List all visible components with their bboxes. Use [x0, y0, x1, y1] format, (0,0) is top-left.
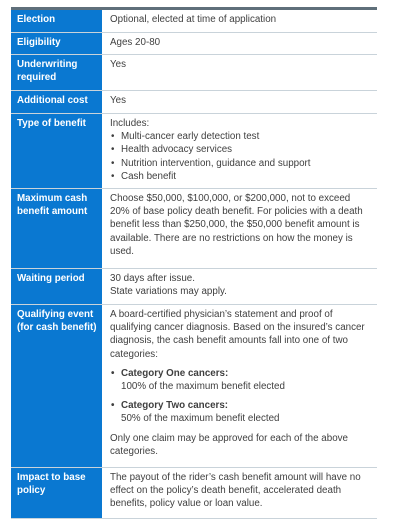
category-one-title: • Category One cancers:	[110, 367, 372, 380]
row-value: The payout of the rider’s cash benefit amount will have no effect on the policy’s death benefit, accelerated death benefits, policy value or loan value.	[110, 472, 361, 510]
row-label: Underwriting required	[11, 55, 103, 90]
table-row-election	[11, 10, 377, 33]
benefit-details-table	[11, 10, 377, 519]
row-value	[103, 305, 377, 467]
table-row-underwriting	[11, 55, 377, 91]
row-value: Optional, elected at time of application	[110, 14, 277, 25]
list-item: • Health advocacy services	[110, 143, 372, 156]
table-row-maximum-cash-benefit	[11, 189, 377, 269]
category-two-detail: 50% of the maximum benefit elected	[121, 413, 280, 425]
benefit-intro: Includes:	[110, 118, 150, 129]
row-value: Yes	[110, 59, 126, 70]
row-label: Additional cost	[11, 91, 103, 113]
table-row-waiting-period	[11, 269, 377, 305]
row-label: Eligibility	[11, 33, 103, 54]
row-label: Type of benefit	[11, 114, 103, 188]
benefit-list	[110, 130, 372, 183]
table-row-qualifying-event	[11, 305, 377, 468]
row-value: Yes	[110, 95, 126, 106]
qualifying-intro: A board-certified physician’s statement and proof of qualifying cancer diagnosis. Based on the insured’s cancer diagnosis, the cash benefit amounts fall into one of two categories:	[110, 309, 365, 360]
row-value: Ages 20-80	[110, 37, 161, 48]
row-value: Choose $50,000, $100,000, or $200,000, not to exceed 20% of base policy death benefit. For policies with a death benefit less than $250,000, the $50,000 benefit amount is available. There are no restrictions on how the money is used.	[110, 193, 363, 257]
state-variation-note: State variations may apply.	[110, 286, 227, 298]
row-label: Waiting period	[11, 269, 103, 304]
row-label: Election	[11, 10, 103, 32]
row-label: Qualifying event (for cash benefit)	[11, 305, 103, 467]
category-list-two	[110, 399, 372, 412]
category-list-one	[110, 367, 372, 380]
row-value	[103, 269, 377, 304]
table-row-eligibility	[11, 33, 377, 55]
category-two-title: • Category Two cancers:	[110, 399, 372, 412]
table-row-impact-to-base-policy	[11, 468, 377, 519]
list-item: • Cash benefit	[110, 170, 372, 183]
waiting-period-line: 30 days after issue.	[110, 273, 195, 284]
row-label: Impact to base policy	[11, 468, 103, 518]
list-item: • Multi-cancer early detection test	[110, 130, 372, 143]
row-value	[103, 114, 377, 188]
row-label: Maximum cash benefit amount	[11, 189, 103, 268]
category-one-detail: 100% of the maximum benefit elected	[121, 381, 285, 393]
table-row-type-of-benefit	[11, 114, 377, 189]
list-item: • Nutrition intervention, guidance and support	[110, 157, 372, 170]
claim-note: Only one claim may be approved for each of the above categories.	[110, 432, 348, 457]
table-row-additional-cost	[11, 91, 377, 114]
